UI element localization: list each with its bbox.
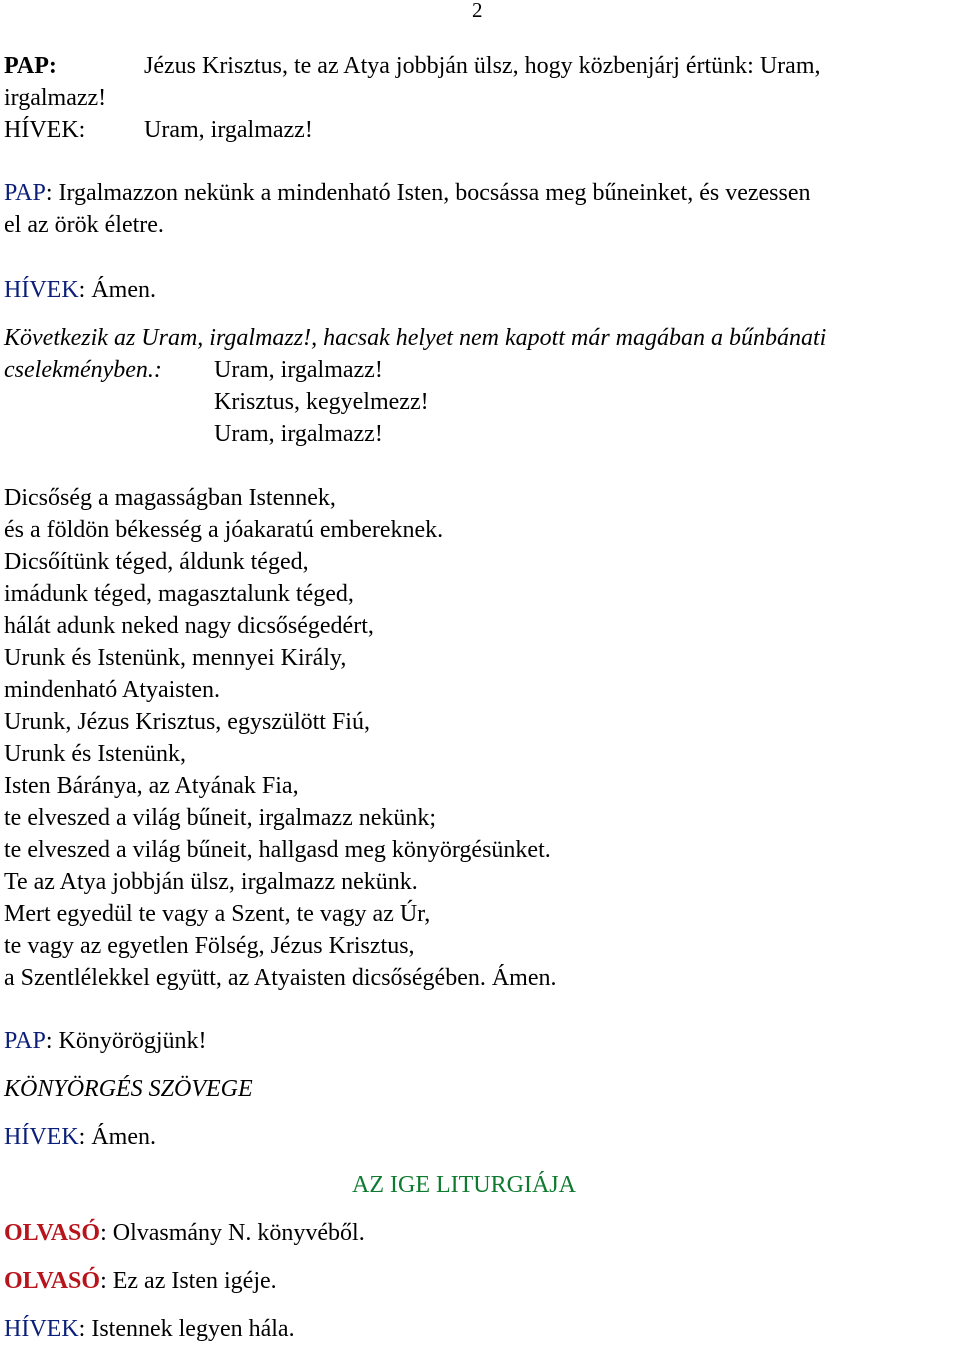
gloria-line: Te az Atya jobbján ülsz, irgalmazz nekünk.	[4, 869, 418, 895]
collect-placeholder: KÖNYÖRGÉS SZÖVEGE	[4, 1076, 253, 1102]
rubric-text-cont: cselekményben.:	[4, 357, 162, 383]
gloria-line: Mert egyedül te vagy a Szent, te vagy az Úr,	[4, 901, 431, 927]
rubric-text: , hacsak helyet nem kapott már magában a bűnbánati	[311, 325, 827, 351]
speaker-colon: :	[100, 1268, 107, 1294]
gloria-line: te elveszed a világ bűneit, hallgasd meg könyörgésünket.	[4, 837, 551, 863]
speaker-pap: PAP	[4, 180, 46, 206]
section-heading: AZ IGE LITURGIÁJA	[352, 1172, 576, 1198]
conclusion-text: Ez az Isten igéje.	[106, 1268, 277, 1294]
speaker-olvaso: OLVASÓ	[4, 1268, 101, 1294]
gloria-line: te vagy az egyetlen Fölség, Jézus Krisztus,	[4, 933, 415, 959]
speaker-hivek: HÍVEK	[4, 1124, 79, 1150]
speaker-hivek: HÍVEK	[4, 277, 79, 303]
thanks-text: Istennek legyen hála.	[85, 1316, 295, 1342]
speaker-hivek: HÍVEK:	[4, 117, 86, 143]
gloria-line: és a földön békesség a jóakaratú embereknek.	[4, 517, 444, 543]
absolution-text-cont: el az örök életre.	[4, 212, 164, 238]
speaker-colon: :	[78, 1316, 86, 1342]
speaker-pap: PAP	[4, 1028, 46, 1054]
gloria-line: te elveszed a világ bűneit, irgalmazz nekünk;	[4, 805, 437, 831]
amen-response	[4, 1121, 958, 1153]
speaker-pap: PAP:	[4, 53, 57, 79]
speaker-olvaso: OLVASÓ	[4, 1220, 101, 1246]
gloria-line: imádunk téged, magasztalunk téged,	[4, 581, 354, 607]
amen-text: Ámen.	[85, 1124, 156, 1150]
gloria-line: Dicsőség a magasságban Istennek,	[4, 485, 336, 511]
amen-response	[4, 274, 958, 306]
amen-text: Ámen.	[85, 277, 156, 303]
speaker-colon: :	[78, 1124, 86, 1150]
kyrie-invocation-block	[4, 50, 958, 146]
gloria-line: Urunk és Istenünk, mennyei Király,	[4, 645, 347, 671]
reading-text: Olvasmány N. könyvéből.	[106, 1220, 365, 1246]
gloria-line: Dicsőítünk téged, áldunk téged,	[4, 549, 309, 575]
absolution-block	[4, 177, 958, 241]
rubric-kyrie: Következik az Uram, irgalmazz!	[4, 325, 312, 351]
gloria-line: Urunk, Jézus Krisztus, egyszülött Fiú,	[4, 709, 370, 735]
gloria-hymn	[4, 482, 958, 994]
hivek-response: Uram, irgalmazz!	[144, 117, 313, 143]
speaker-colon: :	[45, 180, 53, 206]
kyrie-line-3: Uram, irgalmazz!	[214, 421, 383, 447]
speaker-colon: :	[100, 1220, 107, 1246]
gloria-line: Isten Báránya, az Atyának Fia,	[4, 773, 299, 799]
speaker-colon: :	[78, 277, 86, 303]
kyrie-line-1: Uram, irgalmazz!	[214, 357, 383, 383]
gloria-line: hálát adunk neked nagy dicsőségedért,	[4, 613, 374, 639]
let-us-pray	[4, 1025, 958, 1057]
kyrie-line-2: Krisztus, kegyelmezz!	[214, 389, 429, 415]
speaker-hivek: HÍVEK	[4, 1316, 79, 1342]
kyrie-block	[4, 322, 958, 450]
gloria-line: Urunk és Istenünk,	[4, 741, 186, 767]
gloria-line: mindenható Atyaisten.	[4, 677, 220, 703]
gloria-line: a Szentlélekkel együtt, az Atyaisten dicsőségében. Ámen.	[4, 965, 557, 991]
thanks-response	[4, 1313, 958, 1345]
reading-conclusion	[4, 1265, 958, 1297]
reading-announcement	[4, 1217, 958, 1249]
speaker-colon: :	[45, 1028, 53, 1054]
invocation-line-cont: irgalmazz!	[4, 85, 107, 111]
invocation-line: Jézus Krisztus, te az Atya jobbján ülsz, hogy közbenjárj értünk: Uram,	[144, 53, 821, 79]
pray-text: Könyörögjünk!	[52, 1028, 207, 1054]
page-number: 2	[472, 0, 483, 22]
absolution-text: Irgalmazzon nekünk a mindenható Isten, bocsássa meg bűneinket, és vezessen	[52, 180, 811, 206]
